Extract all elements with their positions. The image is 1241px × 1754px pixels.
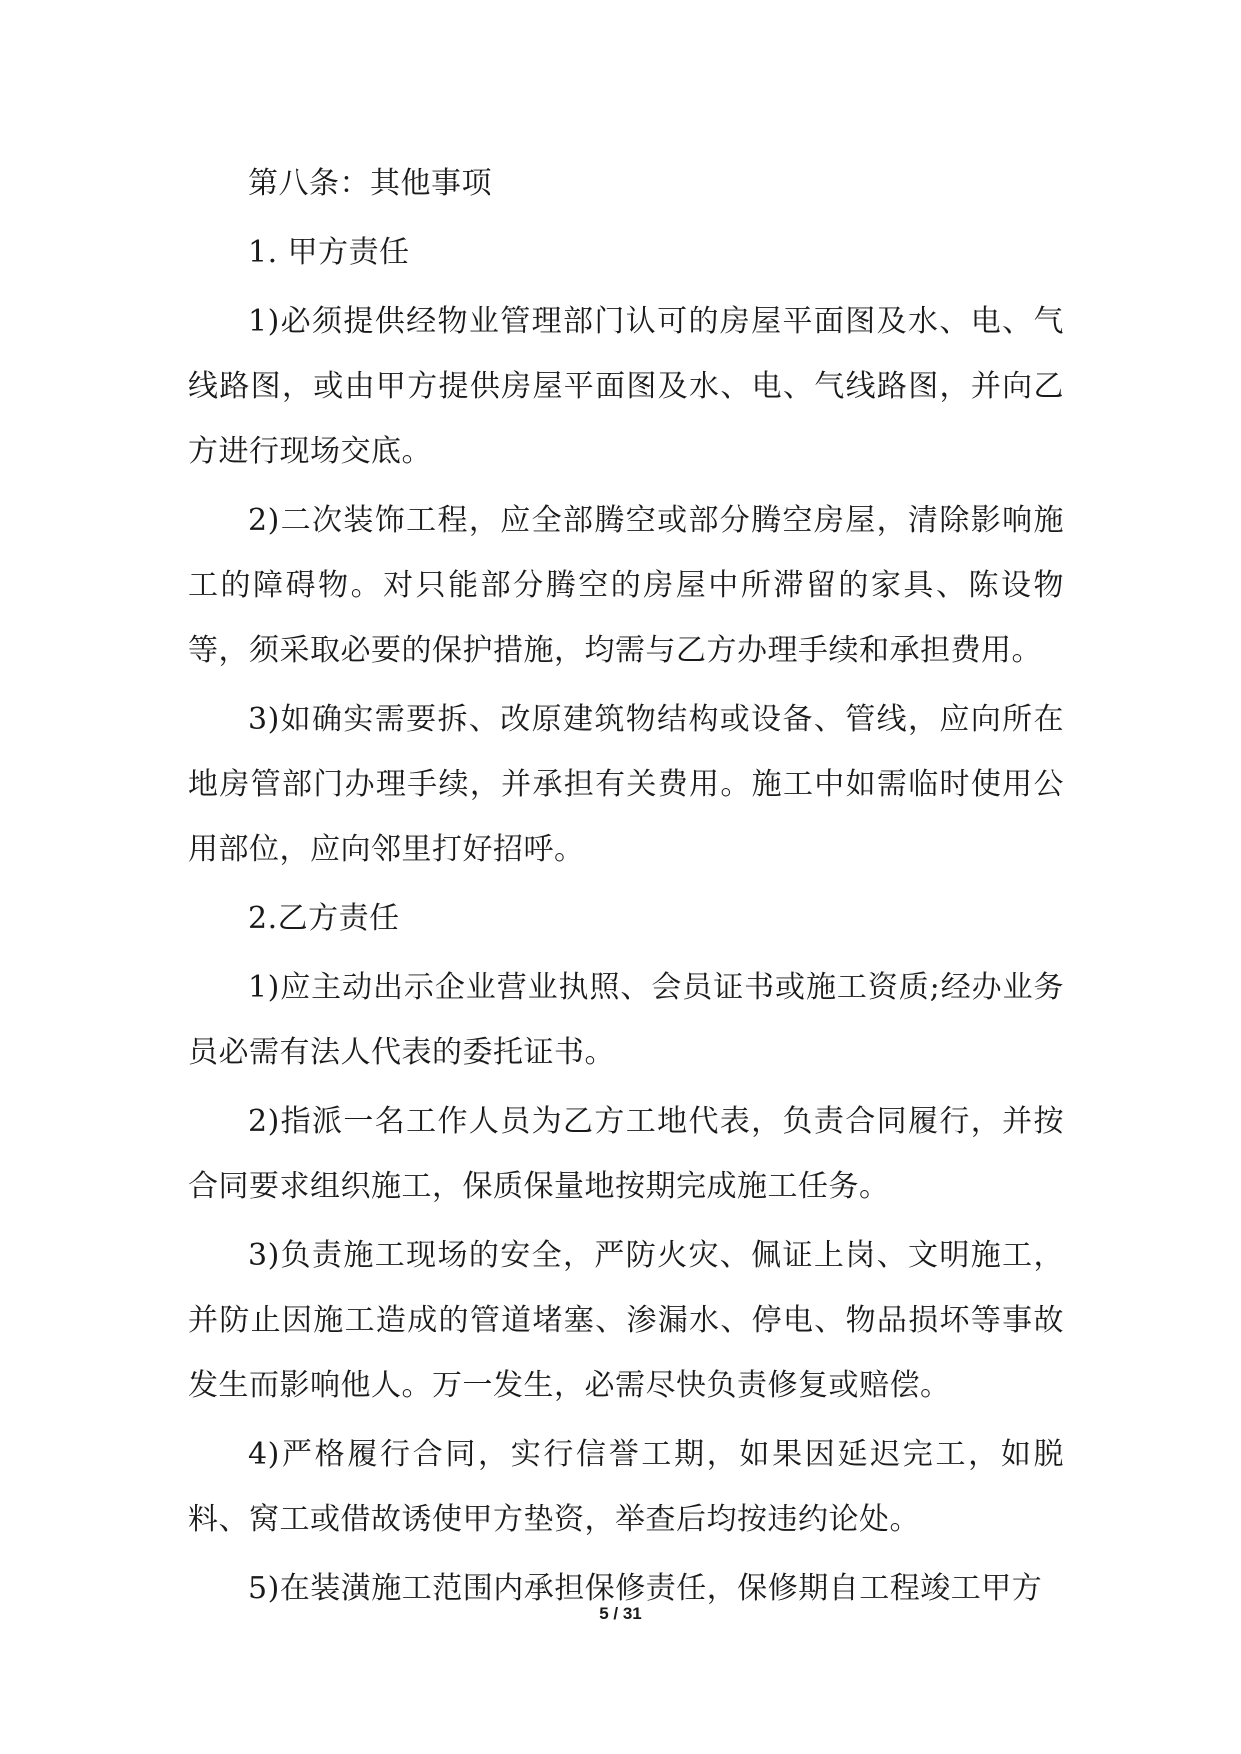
- party-a-clause-2: 2)二次装饰工程，应全部腾空或部分腾空房屋，清除影响施工的障碍物。对只能部分腾空的房屋中所滞留的家具、陈设物等，须采取必要的保护措施，均需与乙方办理手续和承担费用。: [188, 503, 1064, 668]
- party-b-clause-5: 5)在装潢施工范围内承担保修责任，保修期自工程竣工甲方: [248, 1571, 1043, 1606]
- party-b-clause-4: 4)严格履行合同，实行信誉工期，如果因延迟完工，如脱料、窝工或借故诱使甲方垫资，举查后均按违约论处。: [188, 1437, 1064, 1537]
- subheading-party-b: 2.乙方责任: [248, 901, 400, 936]
- party-b-clause-1: 1)应主动出示企业营业执照、会员证书或施工资质;经办业务员必需有法人代表的委托证书。: [188, 970, 1064, 1070]
- party-a-clause-3: 3)如确实需要拆、改原建筑物结构或设备、管线，应向所在地房管部门办理手续，并承担有关费用。施工中如需临时使用公用部位，应向邻里打好招呼。: [188, 702, 1064, 867]
- party-a-clause-1: 1)必须提供经物业管理部门认可的房屋平面图及水、电、气线路图，或由甲方提供房屋平面图及水、电、气线路图，并向乙方进行现场交底。: [188, 304, 1064, 469]
- document-body: [188, 151, 1064, 1625]
- page-number: 5 / 31: [599, 1604, 642, 1623]
- party-b-clause-3: 3)负责施工现场的安全，严防火灾、佩证上岗、文明施工，并防止因施工造成的管道堵塞、渗漏水、停电、物品损坏等事故发生而影响他人。万一发生，必需尽快负责修复或赔偿。: [188, 1238, 1064, 1403]
- subheading-party-a: 1. 甲方责任: [248, 235, 410, 270]
- section-heading-article-8: 第八条：其他事项: [248, 166, 492, 201]
- party-b-clause-2: 2)指派一名工作人员为乙方工地代表，负责合同履行，并按合同要求组织施工，保质保量地按期完成施工任务。: [188, 1104, 1064, 1204]
